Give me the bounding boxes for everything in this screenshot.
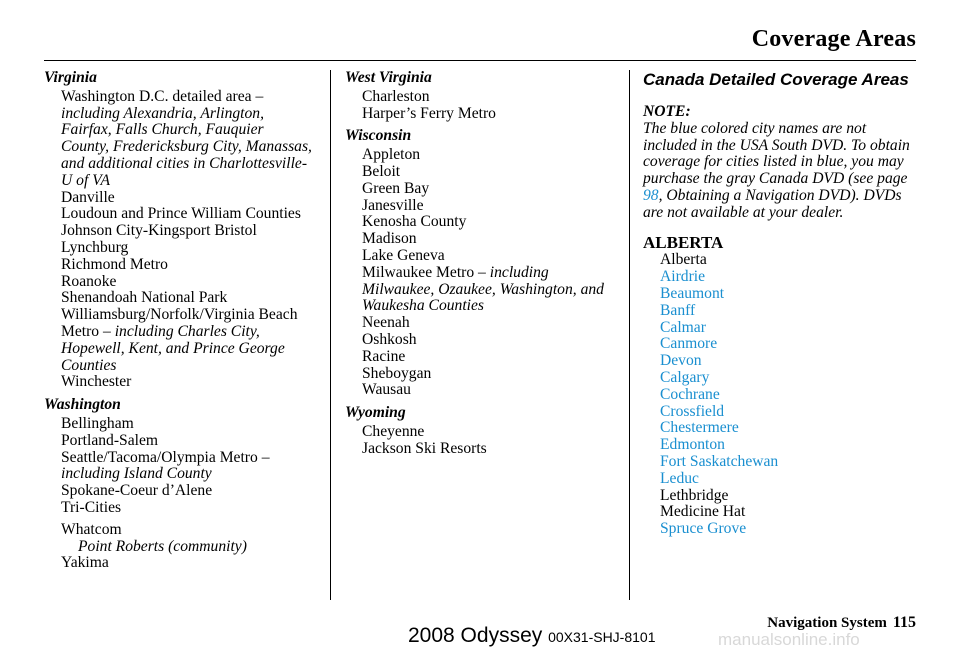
city-item <box>345 332 610 349</box>
state-heading: Wyoming <box>345 404 406 422</box>
canada-city-item: Airdrie <box>660 268 706 286</box>
page-title: Coverage Areas <box>751 26 916 52</box>
city-name: Charleston <box>362 87 430 105</box>
canada-city-item: Crossfield <box>660 402 725 420</box>
canada-city-item: Spruce Grove <box>660 520 747 538</box>
city-item <box>44 206 314 223</box>
city-name: Spokane-Coeur d’Alene <box>61 482 213 500</box>
watermark: manualsonline.info <box>718 630 860 649</box>
canada-city-item: Medicine Hat <box>660 503 746 521</box>
city-name: Kenosha County <box>362 213 467 231</box>
city-item <box>44 223 314 240</box>
state-heading: West Virginia <box>345 69 432 86</box>
canada-city-item: Chestermere <box>660 419 739 437</box>
header-rule <box>44 60 916 61</box>
city-item <box>44 257 314 274</box>
city-name: Harper’s Ferry Metro <box>362 104 496 122</box>
city-item <box>44 450 314 484</box>
city-name: Beloit <box>362 162 401 180</box>
note-text-after: , Obtaining a Navigation DVD). DVDs are not available at your dealer. <box>643 186 902 221</box>
city-name: Portland-Salem <box>61 431 159 449</box>
city-item <box>345 181 610 198</box>
canada-city-item: Calgary <box>660 368 710 386</box>
city-item <box>345 424 610 441</box>
note-label: NOTE: <box>643 103 691 120</box>
city-item <box>345 382 610 399</box>
city-item <box>345 214 610 231</box>
city-item <box>345 349 610 366</box>
city-name: Sheboygan <box>362 364 432 382</box>
column-divider-2 <box>629 70 630 600</box>
city-item <box>44 307 314 374</box>
city-item <box>345 147 610 164</box>
city-item <box>345 198 610 215</box>
footer-model-code: 00X31-SHJ-8101 <box>548 629 656 645</box>
city-inclusion-note: including Island County <box>61 465 212 483</box>
column-2 <box>345 70 610 458</box>
city-item <box>345 315 610 332</box>
city-name: Williamsburg/Norfolk/Virginia Beach Metro – <box>61 306 298 340</box>
city-name: Lake Geneva <box>362 246 445 264</box>
canada-city-list <box>643 252 913 538</box>
footer-model-name: 2008 Odyssey <box>408 624 543 647</box>
city-name: Richmond Metro <box>61 255 168 273</box>
city-item <box>44 240 314 257</box>
city-item <box>345 366 610 383</box>
city-name: Racine <box>362 347 406 365</box>
city-name: Wausau <box>362 381 411 399</box>
city-name: Roanoke <box>61 272 117 290</box>
city-item <box>345 164 610 181</box>
column-1 <box>44 70 314 572</box>
city-name: Madison <box>362 230 417 248</box>
city-name: Bellingham <box>61 414 134 432</box>
city-inclusion-note: including Charles City, Hopewell, Kent, and Prince George Counties <box>61 322 285 374</box>
province-heading: ALBERTA <box>643 232 724 252</box>
city-name: Washington D.C. detailed area – <box>61 87 264 105</box>
page-number: 115 <box>892 614 916 631</box>
city-name: Tri-Cities <box>61 498 122 516</box>
canada-city-item: Leduc <box>660 469 699 487</box>
state-heading: Wisconsin <box>345 127 412 145</box>
city-item <box>44 416 314 433</box>
city-item <box>44 274 314 291</box>
city-item <box>44 500 314 517</box>
city-item <box>44 89 314 190</box>
city-name: Cheyenne <box>362 422 425 440</box>
city-item <box>345 248 610 265</box>
footer-section-name: Navigation System <box>767 615 887 631</box>
sub-area-item: Point Roberts (community) <box>78 537 247 555</box>
city-name: Milwaukee Metro – <box>362 263 486 281</box>
canada-city-item: Cochrane <box>660 385 720 403</box>
canada-city-item: Lethbridge <box>660 486 729 504</box>
city-name: Seattle/Tacoma/Olympia Metro – <box>61 448 270 466</box>
canada-city-item: Canmore <box>660 335 718 353</box>
canada-city-item: Calmar <box>660 318 706 336</box>
city-item <box>44 483 314 500</box>
canada-city-item: Edmonton <box>660 436 725 454</box>
state-heading: Washington <box>44 396 121 414</box>
city-item <box>44 555 314 572</box>
city-item <box>44 433 314 450</box>
city-name: Green Bay <box>362 179 430 197</box>
canada-city-item: Beaumont <box>660 284 725 302</box>
city-inclusion-note: including Alexandria, Arlington, Fairfax, Falls Church, Fauquier County, Fredericksburg City, Manassas, and additional cities in Charlottesville-U of VA <box>61 104 312 189</box>
footer-model <box>408 624 656 648</box>
canada-city-item: Fort Saskatchewan <box>660 452 779 470</box>
city-name: Yakima <box>61 554 109 572</box>
city-item <box>345 231 610 248</box>
city-item <box>345 441 610 458</box>
note-text <box>643 121 913 222</box>
city-item <box>44 190 314 207</box>
city-name: Janesville <box>362 196 424 214</box>
city-item <box>345 89 610 106</box>
city-name: Oshkosh <box>362 330 417 348</box>
city-name: Shenandoah National Park <box>61 289 228 307</box>
state-heading: Virginia <box>44 69 97 86</box>
canada-city-item: Devon <box>660 352 702 370</box>
city-name: Winchester <box>61 373 132 391</box>
city-name: Johnson City-Kingsport Bristol <box>61 222 257 240</box>
city-name: Lynchburg <box>61 238 129 256</box>
canada-heading: Canada Detailed Coverage Areas <box>643 70 909 89</box>
city-name: Loudoun and Prince William Counties <box>61 205 301 223</box>
column-divider-1 <box>330 70 331 600</box>
city-item <box>44 522 314 539</box>
city-item <box>44 290 314 307</box>
page-98-link[interactable]: 98 <box>643 186 659 204</box>
city-name: Danville <box>61 188 115 206</box>
city-item <box>345 106 610 123</box>
column-3 <box>643 70 913 538</box>
canada-city-item: Alberta <box>660 251 707 269</box>
city-item <box>44 374 314 391</box>
city-inclusion-note: including Milwaukee, Ozaukee, Washington, and Waukesha Counties <box>362 263 604 315</box>
city-name: Appleton <box>362 146 421 164</box>
city-item <box>345 265 610 315</box>
city-name: Neenah <box>362 314 410 332</box>
canada-city-item: Banff <box>660 301 696 319</box>
note-text-before: The blue colored city names are not included in the USA South DVD. To obtain coverage for cities listed in blue, you may purchase the gray Canada DVD (see page <box>643 119 910 188</box>
city-name: Jackson Ski Resorts <box>362 439 487 457</box>
city-name: Whatcom <box>61 520 122 538</box>
